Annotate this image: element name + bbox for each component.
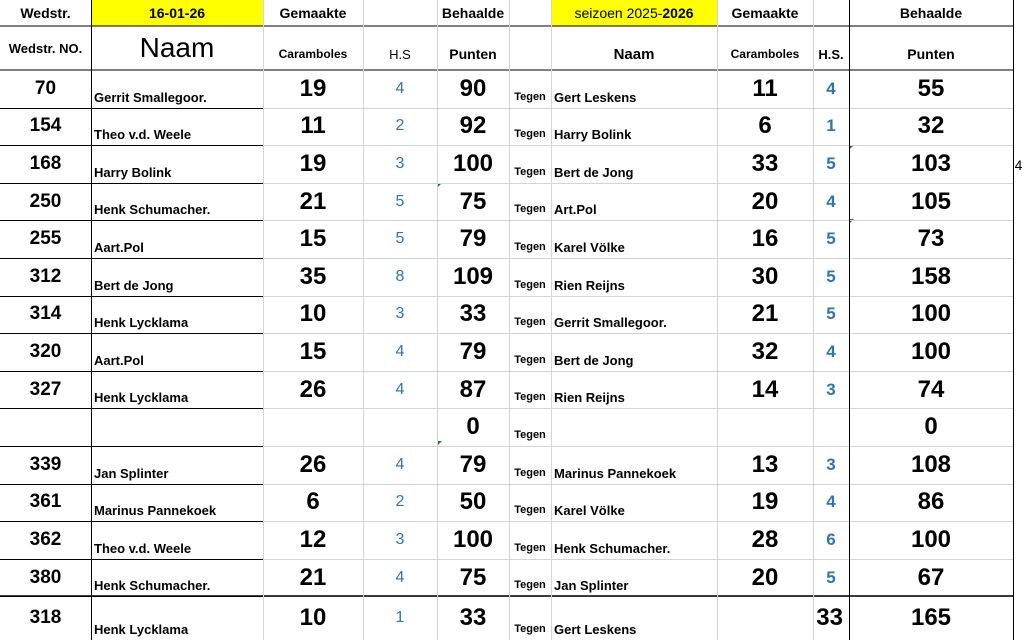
player-caramboles[interactable]: 15 [299,337,327,365]
player-caramboles[interactable]: 11 [300,112,326,140]
player-punten[interactable]: 75 [459,563,487,591]
header-gemaakte-left[interactable]: Gemaakte [279,5,347,21]
player-hs[interactable]: 3 [395,530,405,548]
opponent-hs[interactable]: 4 [826,79,836,98]
season-year: 2026 [662,5,694,21]
last-row-caramboles[interactable]: 10 [299,604,327,631]
tegen-label[interactable]: Tegen [514,353,546,366]
tegen-label[interactable]: Tegen [514,504,546,517]
player-name[interactable]: Henk Lycklama [94,390,189,406]
match-number[interactable]: 320 [29,340,62,362]
player-hs[interactable]: 3 [395,154,405,172]
tegen-label[interactable]: Tegen [514,316,546,329]
player-name[interactable]: Aart.Pol [94,239,144,255]
opponent-hs[interactable] [813,408,849,446]
subheader-hs-right[interactable]: H.S. [818,46,844,62]
opponent-caramboles[interactable]: 33 [751,149,779,177]
opponent-caramboles[interactable]: 14 [751,375,779,403]
header-wedstr[interactable]: Wedstr. [20,5,71,21]
opponent-name[interactable]: Art.Pol [554,202,597,218]
tegen-label[interactable]: Tegen [514,165,546,178]
player-name[interactable] [91,408,263,446]
opponent-punten[interactable]: 100 [910,300,952,328]
match-number[interactable]: 168 [29,152,62,174]
opponent-hs[interactable]: 4 [826,492,836,512]
opponent-caramboles[interactable]: 16 [751,225,779,253]
player-name[interactable]: Jan Splinter [94,465,169,481]
opponent-name[interactable]: Karel Völke [554,503,625,519]
player-hs[interactable]: 5 [395,230,405,248]
opponent-caramboles[interactable]: 20 [751,187,779,215]
last-row-punten[interactable]: 33 [459,604,487,631]
player-punten[interactable]: 50 [459,488,487,516]
opponent-name[interactable]: Bert de Jong [554,352,634,368]
player-punten[interactable]: 100 [452,525,494,553]
last-row-hs[interactable]: 1 [395,609,405,626]
player-hs[interactable] [363,408,437,446]
match-number[interactable]: 312 [29,265,62,287]
opponent-name[interactable]: Harry Bolink [554,127,632,143]
player-caramboles[interactable]: 6 [306,488,320,516]
player-hs[interactable]: 5 [395,192,405,210]
opponent-name[interactable]: Bert de Jong [554,164,634,180]
header-gemaakte-right[interactable]: Gemaakte [731,5,799,21]
player-punten[interactable]: 0 [466,413,480,441]
subheader-naam-right[interactable]: Naam [613,45,655,63]
tegen-label[interactable]: Tegen [514,466,546,479]
player-caramboles[interactable]: 19 [299,149,327,177]
opponent-caramboles[interactable] [717,408,813,446]
opponent-punten[interactable]: 67 [917,563,945,591]
tegen-label[interactable]: Tegen [514,579,546,592]
opponent-name[interactable]: Gerrit Smallegoor. [554,315,667,331]
player-name[interactable]: Bert de Jong [94,277,174,293]
player-hs[interactable]: 2 [395,493,405,511]
player-punten[interactable]: 79 [459,225,487,253]
player-name[interactable]: Henk Schumacher. [94,202,211,218]
player-hs[interactable]: 4 [395,80,405,97]
subheader-naam-left[interactable]: Naam [139,32,215,63]
cell-note-marker [849,219,854,224]
match-number[interactable]: 362 [29,528,62,550]
season-prefix: seizoen 2025- [574,5,663,21]
player-caramboles[interactable]: 21 [299,187,327,215]
player-punten[interactable]: 75 [459,187,487,215]
opponent-punten[interactable]: 73 [917,225,945,253]
player-name[interactable]: Henk Lycklama [94,315,189,331]
player-name[interactable]: Harry Bolink [94,164,172,180]
player-punten[interactable]: 100 [452,149,494,177]
player-hs[interactable]: 2 [395,117,405,135]
player-hs[interactable]: 4 [395,342,405,360]
header-date[interactable]: 16-01-26 [91,0,263,26]
subheader-caramboles-right[interactable]: Caramboles [730,47,800,61]
player-hs[interactable]: 4 [395,380,405,398]
opponent-hs[interactable]: 5 [826,304,836,324]
player-hs[interactable]: 3 [395,305,405,323]
player-punten[interactable]: 92 [459,112,487,140]
player-hs[interactable]: 8 [395,267,405,285]
cell-note-marker [437,441,442,446]
tegen-label[interactable]: Tegen [514,240,546,253]
last-row-tegen[interactable]: Tegen [514,623,546,635]
match-number[interactable]: 380 [29,566,62,588]
opponent-caramboles[interactable]: 32 [751,337,779,365]
player-name[interactable]: Theo v.d. Weele [94,127,192,143]
opponent-name[interactable]: Jan Splinter [554,578,629,594]
opponent-hs[interactable]: 3 [826,454,836,474]
opponent-caramboles[interactable]: 19 [751,488,779,516]
tegen-label[interactable]: Tegen [514,91,546,103]
tegen-label[interactable]: Tegen [514,541,546,554]
tegen-label[interactable]: Tegen [514,203,546,216]
player-caramboles[interactable]: 12 [299,525,327,553]
player-punten[interactable]: 109 [452,262,494,290]
opponent-name[interactable]: Karel Völke [554,239,625,255]
match-number[interactable]: 255 [29,228,62,250]
player-name[interactable]: Marinus Pannekoek [94,503,217,519]
tegen-label[interactable]: Tegen [514,428,546,441]
opponent-hs[interactable]: 5 [826,567,836,587]
player-caramboles[interactable]: 35 [299,262,327,290]
opponent-name[interactable] [551,408,717,446]
player-hs[interactable]: 4 [395,568,405,586]
subheader-hs-left[interactable]: H.S [389,46,411,62]
player-caramboles[interactable]: 21 [299,563,327,591]
opponent-hs[interactable]: 4 [826,191,836,211]
opponent-caramboles[interactable]: 13 [751,450,779,478]
player-name[interactable]: Theo v.d. Weele [94,540,192,556]
player-punten[interactable]: 79 [459,450,487,478]
player-punten[interactable]: 33 [459,300,487,328]
opponent-punten[interactable]: 0 [924,413,938,441]
match-number[interactable] [0,408,91,446]
subheader-punten-left[interactable]: Punten [449,46,497,62]
opponent-hs[interactable]: 5 [826,229,836,249]
opponent-punten[interactable]: 86 [917,488,945,516]
edge-value[interactable]: 4 [1014,157,1023,173]
player-punten[interactable]: 79 [459,337,487,365]
opponent-punten[interactable]: 100 [910,525,952,553]
opponent-hs[interactable]: 5 [826,266,836,286]
opponent-caramboles[interactable]: 21 [751,300,779,328]
opponent-name[interactable]: Marinus Pannekoek [554,465,677,481]
opponent-punten[interactable]: 103 [910,149,952,177]
player-caramboles[interactable]: 10 [299,300,327,328]
opponent-caramboles[interactable]: 30 [751,262,779,290]
header-season[interactable] [551,0,717,26]
match-number[interactable]: 327 [29,378,62,400]
match-number[interactable]: 314 [29,303,62,325]
opponent-punten[interactable]: 100 [910,337,952,365]
last-row-opponent-punten[interactable]: 165 [910,604,952,631]
subheader-wedstr-no[interactable]: Wedstr. NO. [8,40,83,56]
player-punten[interactable]: 87 [459,375,487,403]
header-behaalde-left[interactable]: Behaalde [441,5,505,21]
last-row-name[interactable]: Henk Lycklama [94,622,189,637]
opponent-hs[interactable]: 1 [826,116,836,136]
match-number[interactable]: 154 [29,115,62,137]
last-row-opponent-name[interactable]: Gert Leskens [554,622,637,637]
player-caramboles[interactable]: 19 [299,75,327,102]
tegen-label[interactable]: Tegen [514,128,546,141]
opponent-caramboles[interactable]: 20 [751,563,779,591]
opponent-punten[interactable]: 105 [910,187,952,215]
player-hs[interactable]: 4 [395,455,405,473]
player-punten[interactable]: 90 [459,75,487,102]
last-row-opponent-caramboles[interactable]: 33 [816,604,843,631]
opponent-hs[interactable]: 3 [826,379,836,399]
opponent-hs[interactable]: 4 [826,341,836,361]
player-name[interactable]: Aart.Pol [94,352,144,368]
player-caramboles[interactable]: 26 [299,450,327,478]
match-number[interactable]: 361 [29,491,62,513]
tegen-label[interactable]: Tegen [514,278,546,291]
opponent-punten[interactable]: 74 [917,375,945,403]
opponent-caramboles[interactable]: 11 [752,75,778,102]
player-name[interactable]: Henk Schumacher. [94,578,211,594]
opponent-name[interactable]: Rien Reijns [554,390,625,406]
match-number[interactable]: 250 [29,190,62,212]
opponent-caramboles[interactable]: 28 [751,525,779,553]
subheader-caramboles-left[interactable]: Caramboles [278,47,348,61]
player-caramboles[interactable]: 26 [299,375,327,403]
player-caramboles[interactable] [263,408,363,446]
opponent-punten[interactable]: 158 [910,262,952,290]
opponent-punten[interactable]: 32 [917,112,945,140]
opponent-name[interactable]: Gert Leskens [554,90,637,105]
opponent-hs[interactable]: 5 [826,153,836,173]
opponent-caramboles[interactable]: 6 [758,112,772,140]
opponent-punten[interactable]: 108 [910,450,952,478]
opponent-punten[interactable]: 55 [917,75,945,102]
player-caramboles[interactable]: 15 [299,225,327,253]
header-behaalde-right[interactable]: Behaalde [899,5,963,21]
last-row-no[interactable]: 318 [29,607,62,628]
match-number[interactable]: 339 [29,453,62,475]
opponent-name[interactable]: Rien Reijns [554,277,625,293]
cell-note-marker [437,183,442,188]
opponent-name[interactable]: Henk Schumacher. [554,540,671,556]
tegen-label[interactable]: Tegen [514,391,546,404]
cell-note-marker [849,145,854,150]
subheader-punten-right[interactable]: Punten [907,46,955,62]
opponent-hs[interactable]: 6 [826,529,836,549]
player-name[interactable]: Gerrit Smallegoor. [94,90,207,105]
match-number[interactable]: 70 [34,78,57,99]
